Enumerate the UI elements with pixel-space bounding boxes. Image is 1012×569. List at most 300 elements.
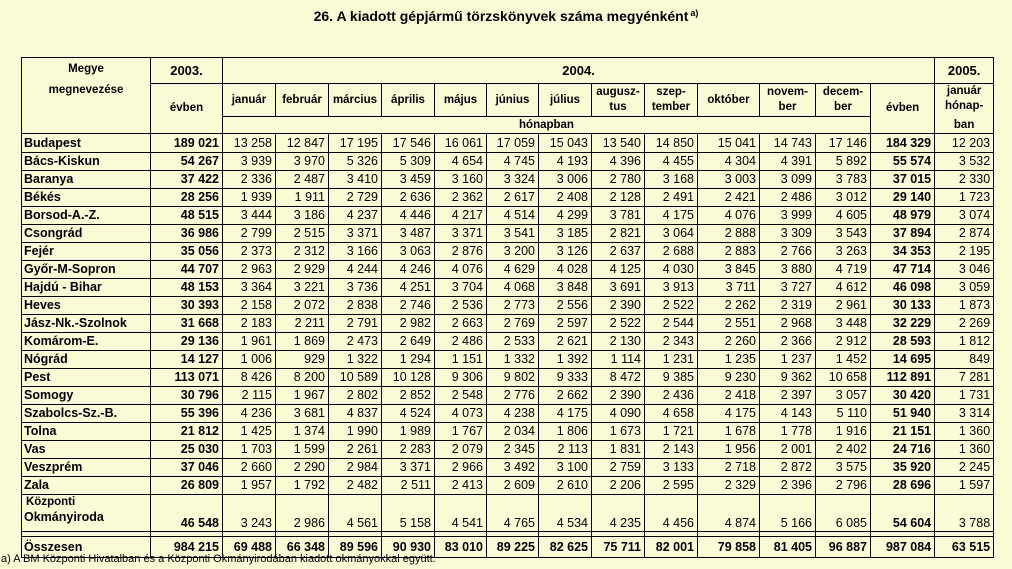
value-2003: 30 393 [151,297,223,315]
year-2003-header: 2003. [151,58,223,84]
month-value: 1 678 [698,423,760,441]
month-header [816,84,871,117]
month-value: 3 263 [816,243,871,261]
month-value: 4 629 [487,261,539,279]
month-value: 3 845 [698,261,760,279]
county-name: Veszprém [22,459,151,477]
month-value: 2 336 [223,171,276,189]
month-value: 4 143 [760,405,816,423]
table-row [22,189,994,207]
value-jan-2005: 1 360 [935,441,994,459]
value-jan-2005: 1 731 [935,387,994,405]
county-name: Baranya [22,171,151,189]
month-value: 2 838 [329,297,382,315]
month-value: 3 848 [539,279,592,297]
value-jan-2005: 3 314 [935,405,994,423]
month-value: 1 989 [382,423,435,441]
month-value: 2 852 [382,387,435,405]
evben-2003-header: évben [151,84,223,134]
month-value: 2 390 [592,297,645,315]
value-2003: 113 071 [151,369,223,387]
table-row [22,405,994,423]
month-value: 2 319 [760,297,816,315]
month-value: 929 [276,351,329,369]
month-value: 4 237 [329,207,382,225]
value-2004: 28 593 [871,333,935,351]
value-2004: 29 140 [871,189,935,207]
month-value: 2 396 [760,477,816,495]
month-value: 3 099 [760,171,816,189]
value-2004: 21 151 [871,423,935,441]
value-2003: 37 422 [151,171,223,189]
month-value: 3 006 [539,171,592,189]
value-jan-2005: 2 245 [935,459,994,477]
value-jan-2005: 3 059 [935,279,994,297]
month-value: 8 200 [276,369,329,387]
month-value: 3 324 [487,171,539,189]
table-row [22,369,994,387]
month-value: 79 858 [698,537,760,558]
evben-2004-header: évben [871,84,935,134]
month-value: 9 306 [435,369,487,387]
month-header [276,84,329,117]
month-value: 3 711 [698,279,760,297]
year-2005-header: 2005. [935,58,994,84]
month-header [760,84,816,117]
value-jan-2005: 849 [935,351,994,369]
month-value: 3 575 [816,459,871,477]
month-header-line: február [282,93,322,106]
month-value: 8 472 [592,369,645,387]
month-value: 2 551 [698,315,760,333]
month-value: 3 185 [539,225,592,243]
month-value: 2 984 [329,459,382,477]
month-value: 2 769 [487,315,539,333]
month-value: 2 158 [223,297,276,315]
value-2003: 44 707 [151,261,223,279]
month-value: 4 455 [645,153,698,171]
month-header-line: tus [609,101,627,113]
month-header-line: október [707,93,750,106]
month-value: 4 028 [539,261,592,279]
value-2004: 112 891 [871,369,935,387]
table-row [22,351,994,369]
month-value: 2 408 [539,189,592,207]
month-value: 3 681 [276,405,329,423]
month-value: 2 766 [760,243,816,261]
month-value: 82 625 [539,537,592,558]
kozponti-line1: Központi [26,496,76,508]
county-name: Jász-Nk.-Szolnok [22,315,151,333]
month-value: 2 482 [329,477,382,495]
value-jan-2005: 3 532 [935,153,994,171]
value-jan-2005: 3 074 [935,207,994,225]
month-value: 2 421 [698,189,760,207]
table-row [22,423,994,441]
value-jan-2005: 1 723 [935,189,994,207]
month-value: 2 982 [382,315,435,333]
month-value: 1 831 [592,441,645,459]
month-value: 4 765 [487,495,539,532]
month-value: 4 125 [592,261,645,279]
month-value: 1 990 [329,423,382,441]
month-header [487,84,539,117]
value-2003: 29 136 [151,333,223,351]
month-header [645,84,698,117]
value-jan-2005: 63 515 [935,537,994,558]
county-column-header [22,58,151,134]
month-value: 8 426 [223,369,276,387]
county-name: Szabolcs-Sz.-B. [22,405,151,423]
month-value: 2 522 [645,297,698,315]
month-value: 3 736 [329,279,382,297]
month-value: 2 345 [487,441,539,459]
month-value: 2 746 [382,297,435,315]
value-jan-2005: 1 873 [935,297,994,315]
value-jan-2005: 1 597 [935,477,994,495]
value-2004: 28 696 [871,477,935,495]
month-value: 4 090 [592,405,645,423]
month-value: 3 448 [816,315,871,333]
month-value: 17 195 [329,134,382,153]
month-value: 4 068 [487,279,539,297]
month-value: 3 444 [223,207,276,225]
month-value: 2 001 [760,441,816,459]
month-value: 69 488 [223,537,276,558]
month-value: 2 143 [645,441,698,459]
month-value: 2 515 [276,225,329,243]
month-header-line: augusz- [596,86,640,98]
county-name: Somogy [22,387,151,405]
month-value: 2 637 [592,243,645,261]
month-value: 2 486 [760,189,816,207]
county-name: Tolna [22,423,151,441]
month-value: 2 912 [816,333,871,351]
table-row [22,243,994,261]
county-name: Bács-Kiskun [22,153,151,171]
month-header [592,84,645,117]
month-value: 2 312 [276,243,329,261]
month-value: 2 968 [760,315,816,333]
month-value: 3 221 [276,279,329,297]
county-name: Csongrád [22,225,151,243]
value-jan-2005: 3 046 [935,261,994,279]
table-row [22,441,994,459]
value-2003: 48 153 [151,279,223,297]
month-value: 2 610 [539,477,592,495]
month-value: 5 892 [816,153,871,171]
value-jan-2005: 7 281 [935,369,994,387]
month-value: 3 160 [435,171,487,189]
month-value: 1 792 [276,477,329,495]
month-value: 2 473 [329,333,382,351]
month-value: 2 688 [645,243,698,261]
month-value: 2 556 [539,297,592,315]
table-row [22,153,994,171]
month-value: 2 413 [435,477,487,495]
month-value: 10 589 [329,369,382,387]
month-value: 2 780 [592,171,645,189]
month-value: 96 887 [816,537,871,558]
month-value: 4 076 [698,207,760,225]
month-value: 1 767 [435,423,487,441]
value-2003: 189 021 [151,134,223,153]
month-value: 90 930 [382,537,435,558]
month-value: 4 238 [487,405,539,423]
month-value: 3 999 [760,207,816,225]
month-value: 2 636 [382,189,435,207]
value-2004: 37 894 [871,225,935,243]
month-value: 2 130 [592,333,645,351]
value-2004: 184 329 [871,134,935,153]
value-2003: 31 668 [151,315,223,333]
value-jan-2005: 2 195 [935,243,994,261]
value-2004: 35 920 [871,459,935,477]
month-value: 4 217 [435,207,487,225]
month-value: 16 061 [435,134,487,153]
month-value: 4 541 [435,495,487,532]
month-value: 3 880 [760,261,816,279]
value-2004: 48 979 [871,207,935,225]
month-value: 83 010 [435,537,487,558]
month-value: 4 304 [698,153,760,171]
month-value: 4 076 [435,261,487,279]
jan-2005-line1: január [946,85,982,97]
month-value: 3 939 [223,153,276,171]
value-2004: 47 714 [871,261,935,279]
month-value: 2 888 [698,225,760,243]
month-value: 4 524 [382,405,435,423]
month-header [223,84,276,117]
value-2003: 21 812 [151,423,223,441]
month-value: 1 392 [539,351,592,369]
month-value: 1 294 [382,351,435,369]
month-header-line: április [391,93,425,106]
month-value: 2 883 [698,243,760,261]
month-header-line: szep- [656,86,686,98]
month-value: 2 362 [435,189,487,207]
month-value: 82 001 [645,537,698,558]
month-value: 2 373 [223,243,276,261]
month-value: 10 658 [816,369,871,387]
value-2003: 48 515 [151,207,223,225]
month-value: 2 729 [329,189,382,207]
month-value: 2 617 [487,189,539,207]
month-value: 2 759 [592,459,645,477]
month-value: 4 534 [539,495,592,532]
month-value: 3 012 [816,189,871,207]
month-value: 3 459 [382,171,435,189]
month-value: 14 743 [760,134,816,153]
month-value: 2 536 [435,297,487,315]
month-value: 9 362 [760,369,816,387]
month-value: 17 146 [816,134,871,153]
month-value: 2 776 [487,387,539,405]
month-header [329,84,382,117]
month-value: 4 719 [816,261,871,279]
month-value: 2 609 [487,477,539,495]
month-value: 2 796 [816,477,871,495]
month-value: 2 522 [592,315,645,333]
value-2003: 26 809 [151,477,223,495]
month-value: 2 343 [645,333,698,351]
month-value: 4 446 [382,207,435,225]
month-value: 1 114 [592,351,645,369]
month-header [382,84,435,117]
county-name: Győr-M-Sopron [22,261,151,279]
month-value: 2 597 [539,315,592,333]
month-value: 2 262 [698,297,760,315]
month-header-line: május [443,93,478,106]
month-value: 3 410 [329,171,382,189]
month-value: 1 332 [487,351,539,369]
month-value: 3 166 [329,243,382,261]
month-value: 15 041 [698,134,760,153]
month-value: 1 235 [698,351,760,369]
month-value: 2 128 [592,189,645,207]
month-value: 2 662 [539,387,592,405]
table-row [22,225,994,243]
month-value: 2 487 [276,171,329,189]
county-name: Borsod-A.-Z. [22,207,151,225]
month-header-line: ber [778,101,797,113]
month-header-line: decem- [822,86,864,98]
value-2003: 984 215 [151,537,223,558]
value-jan-2005: 2 269 [935,315,994,333]
value-2003: 35 056 [151,243,223,261]
month-value: 3 913 [645,279,698,297]
month-value: 2 718 [698,459,760,477]
month-header-line: március [332,93,378,106]
month-value: 3 781 [592,207,645,225]
month-value: 1 452 [816,351,871,369]
month-value: 13 258 [223,134,276,153]
table-row-kozponti [22,495,994,532]
month-header-line: tember [651,101,691,113]
month-value: 5 166 [760,495,816,532]
month-value: 3 543 [816,225,871,243]
month-value: 3 003 [698,171,760,189]
month-value: 2 595 [645,477,698,495]
month-value: 4 030 [645,261,698,279]
value-2003: 25 030 [151,441,223,459]
value-2003: 28 256 [151,189,223,207]
month-value: 1 778 [760,423,816,441]
month-value: 2 211 [276,315,329,333]
value-jan-2005: 3 788 [935,495,994,532]
month-value: 4 175 [645,207,698,225]
month-value: 2 986 [276,495,329,532]
month-value: 2 261 [329,441,382,459]
month-value: 89 225 [487,537,539,558]
month-value: 1 425 [223,423,276,441]
month-value: 2 366 [760,333,816,351]
value-jan-2005: 2 874 [935,225,994,243]
month-value: 2 072 [276,297,329,315]
month-value: 3 371 [382,459,435,477]
month-value: 4 246 [382,261,435,279]
month-value: 5 309 [382,153,435,171]
month-value: 1 916 [816,423,871,441]
month-value: 2 418 [698,387,760,405]
month-header-line: ber [834,101,852,113]
month-value: 17 059 [487,134,539,153]
month-value: 5 158 [382,495,435,532]
month-value: 2 802 [329,387,382,405]
value-2004: 54 604 [871,495,935,532]
month-value: 3 364 [223,279,276,297]
month-value: 4 654 [435,153,487,171]
month-value: 3 168 [645,171,698,189]
county-name: Zala [22,477,151,495]
county-name: Pest [22,369,151,387]
month-value: 1 322 [329,351,382,369]
month-value: 12 847 [276,134,329,153]
value-jan-2005: 2 330 [935,171,994,189]
month-value: 4 193 [539,153,592,171]
month-value: 2 436 [645,387,698,405]
table-row [22,459,994,477]
value-2004: 32 229 [871,315,935,333]
title-footnote-marker: a) [690,8,699,18]
month-value: 3 371 [329,225,382,243]
month-value: 1 869 [276,333,329,351]
county-header-line2: megnevezése [48,84,124,96]
value-2003: 36 986 [151,225,223,243]
month-value: 2 821 [592,225,645,243]
month-value: 1 957 [223,477,276,495]
county-name: Vas [22,441,151,459]
month-value: 1 961 [223,333,276,351]
month-value: 1 231 [645,351,698,369]
month-value: 9 385 [645,369,698,387]
month-value: 3 064 [645,225,698,243]
month-value: 2 390 [592,387,645,405]
kozponti-line2: Okmányiroda [24,510,104,524]
month-value: 2 533 [487,333,539,351]
month-header-line: július [549,93,581,106]
month-value: 4 612 [816,279,871,297]
month-value: 4 837 [329,405,382,423]
table-row [22,134,994,153]
table-body [22,134,994,558]
month-value: 2 663 [435,315,487,333]
month-value: 3 133 [645,459,698,477]
month-value: 2 961 [816,297,871,315]
month-value: 3 541 [487,225,539,243]
month-value: 9 230 [698,369,760,387]
value-2004: 51 940 [871,405,935,423]
value-jan-2005: 12 203 [935,134,994,153]
month-value: 4 456 [645,495,698,532]
month-value: 4 299 [539,207,592,225]
month-value: 2 621 [539,333,592,351]
month-value: 1 703 [223,441,276,459]
county-name [22,495,151,532]
month-value: 2 402 [816,441,871,459]
month-header [435,84,487,117]
value-2004: 30 133 [871,297,935,315]
footnote: a) A BM Központi Hivatalban és a Központi Okmányirodában kiadott okmányokkal együtt. [1,553,436,565]
month-value: 4 391 [760,153,816,171]
county-name: Komárom-E. [22,333,151,351]
county-name: Hajdú - Bihar [22,279,151,297]
month-value: 2 397 [760,387,816,405]
month-value: 1 673 [592,423,645,441]
month-value: 6 085 [816,495,871,532]
month-value: 3 691 [592,279,645,297]
value-2004: 46 098 [871,279,935,297]
